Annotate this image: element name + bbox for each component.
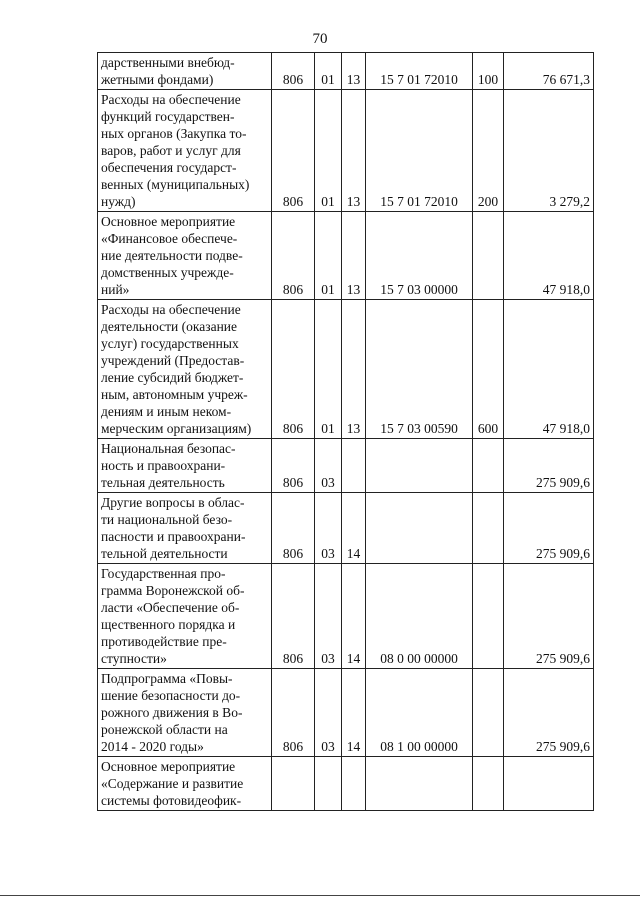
row-csr: 15 7 01 72010 <box>366 90 473 212</box>
budget-table <box>97 52 594 811</box>
row-name: Государственная про- грамма Воронежской об- ласти «Обеспечение об- щественного порядка и противодействие пре- ступности» <box>98 564 272 669</box>
row-ved: 806 <box>272 564 315 669</box>
row-pr: 14 <box>342 493 366 564</box>
row-vr: 200 <box>473 90 504 212</box>
budget-table-body <box>98 53 594 811</box>
row-ved: 806 <box>272 300 315 439</box>
row-rz: 01 <box>315 300 342 439</box>
row-ved <box>272 757 315 811</box>
row-name: Основное мероприятие «Финансовое обеспече- ние деятельности подве- домственных учрежде- ний» <box>98 212 272 300</box>
table-row <box>98 439 594 493</box>
row-csr: 08 1 00 00000 <box>366 669 473 757</box>
row-name: Подпрограмма «Повы- шение безопасности до- рожного движения в Во- ронежской области на 2014 - 2020 годы» <box>98 669 272 757</box>
row-pr <box>342 757 366 811</box>
row-rz: 03 <box>315 564 342 669</box>
row-csr: 08 0 00 00000 <box>366 564 473 669</box>
row-pr: 13 <box>342 90 366 212</box>
row-csr <box>366 439 473 493</box>
row-pr: 14 <box>342 669 366 757</box>
row-ved: 806 <box>272 493 315 564</box>
row-vr <box>473 564 504 669</box>
row-sum: 275 909,6 <box>504 439 594 493</box>
row-rz <box>315 757 342 811</box>
row-vr: 100 <box>473 53 504 90</box>
row-name: Основное мероприятие «Содержание и развитие системы фотовидеофик- <box>98 757 272 811</box>
row-csr: 15 7 03 00590 <box>366 300 473 439</box>
row-csr: 15 7 03 00000 <box>366 212 473 300</box>
table-row <box>98 90 594 212</box>
row-pr <box>342 439 366 493</box>
table-row <box>98 669 594 757</box>
row-rz: 01 <box>315 90 342 212</box>
row-csr <box>366 493 473 564</box>
row-rz: 01 <box>315 212 342 300</box>
row-name: Другие вопросы в облас- ти национальной безо- пасности и правоохрани- тельной деятельности <box>98 493 272 564</box>
row-name: Национальная безопас- ность и правоохрани- тельная деятельность <box>98 439 272 493</box>
row-sum <box>504 757 594 811</box>
table-row <box>98 564 594 669</box>
row-pr: 13 <box>342 53 366 90</box>
bottom-rule <box>0 895 640 896</box>
row-csr: 15 7 01 72010 <box>366 53 473 90</box>
row-ved: 806 <box>272 53 315 90</box>
table-row <box>98 53 594 90</box>
page-number: 70 <box>312 31 328 47</box>
row-ved: 806 <box>272 90 315 212</box>
table-row <box>98 493 594 564</box>
row-sum: 275 909,6 <box>504 669 594 757</box>
row-rz: 03 <box>315 669 342 757</box>
row-ved: 806 <box>272 669 315 757</box>
row-vr <box>473 757 504 811</box>
row-name: дарственными внебюд- жетными фондами) <box>98 53 272 90</box>
row-vr <box>473 439 504 493</box>
row-vr: 600 <box>473 300 504 439</box>
row-vr <box>473 493 504 564</box>
row-vr <box>473 212 504 300</box>
row-pr: 13 <box>342 300 366 439</box>
row-csr <box>366 757 473 811</box>
row-sum: 47 918,0 <box>504 300 594 439</box>
row-pr: 13 <box>342 212 366 300</box>
row-ved: 806 <box>272 212 315 300</box>
row-sum: 76 671,3 <box>504 53 594 90</box>
row-rz: 03 <box>315 439 342 493</box>
row-pr: 14 <box>342 564 366 669</box>
row-sum: 275 909,6 <box>504 564 594 669</box>
row-sum: 47 918,0 <box>504 212 594 300</box>
table-row <box>98 300 594 439</box>
table-row <box>98 757 594 811</box>
row-ved: 806 <box>272 439 315 493</box>
row-rz: 03 <box>315 493 342 564</box>
row-rz: 01 <box>315 53 342 90</box>
row-name: Расходы на обеспечение функций государствен- ных органов (Закупка то- варов, работ и услуг для обеспечения государст- венных (муниципальных) нужд) <box>98 90 272 212</box>
row-sum: 275 909,6 <box>504 493 594 564</box>
row-vr <box>473 669 504 757</box>
row-sum: 3 279,2 <box>504 90 594 212</box>
row-name: Расходы на обеспечение деятельности (оказание услуг) государственных учреждений (Предостав- ление субсидий бюджет- ным, автономным учреж- дениям и иным неком- мерческим организациям) <box>98 300 272 439</box>
table-row <box>98 212 594 300</box>
